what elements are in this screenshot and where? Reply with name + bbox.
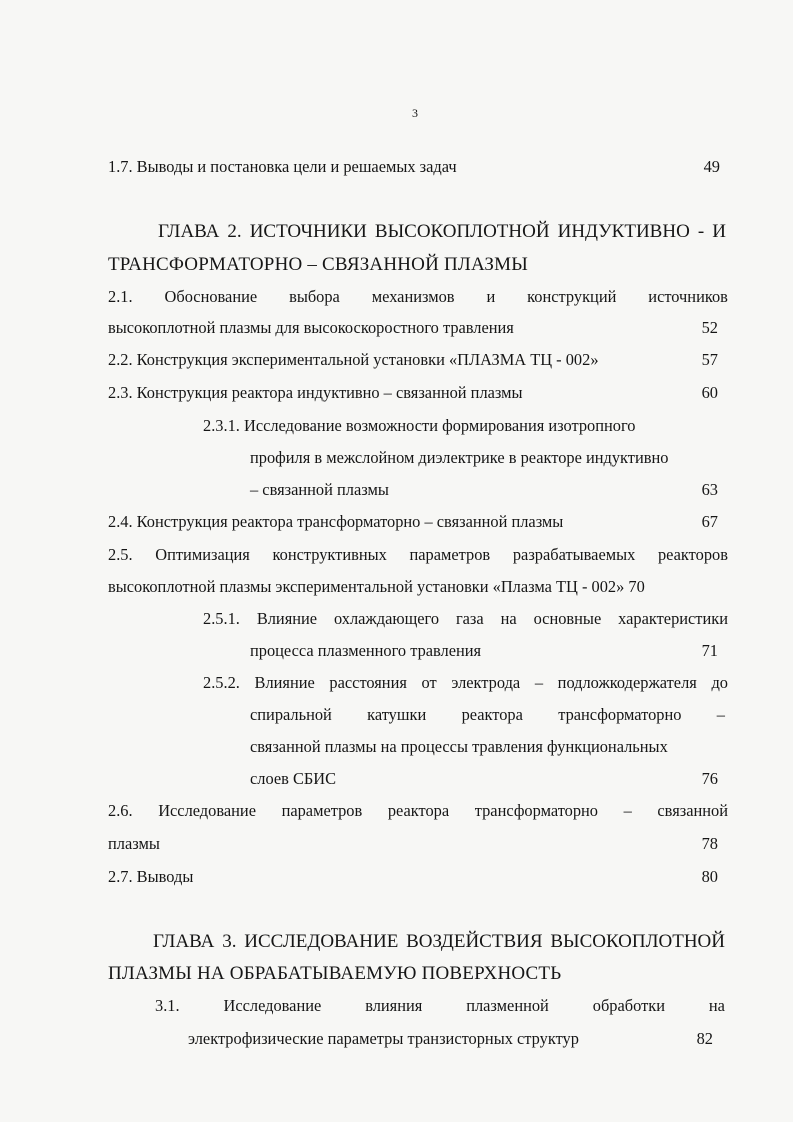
toc-page-number: 70 bbox=[628, 577, 645, 596]
toc-page-number: 63 bbox=[701, 480, 718, 499]
toc-page-number: 78 bbox=[701, 834, 718, 853]
toc-entry-title: 1.7. Выводы и постановка цели и решаемых задач bbox=[108, 157, 457, 176]
chapter-3-heading-line1: ГЛАВА 3. ИССЛЕДОВАНИЕ ВОЗДЕЙСТВИЯ ВЫСОКОПЛОТНОЙ bbox=[153, 931, 725, 952]
toc-page-number: 60 bbox=[701, 383, 718, 402]
toc-entry-2-3-1-line2: профиля в межслойном диэлектрике в реакторе индуктивно bbox=[250, 448, 669, 467]
chapter-2-heading-line1: ГЛАВА 2. ИСТОЧНИКИ ВЫСОКОПЛОТНОЙ ИНДУКТИВНО - И bbox=[158, 221, 726, 242]
toc-entry-2-5-2-line3: связанной плазмы на процессы травления функциональных bbox=[250, 737, 668, 756]
toc-entry-2-6-line1: 2.6. Исследование параметров реактора трансформаторно – связанной bbox=[108, 801, 728, 820]
toc-entry-3-1-line2: электрофизические параметры транзисторных структур 82 bbox=[188, 1029, 713, 1048]
toc-page-number: 67 bbox=[701, 512, 718, 531]
toc-entry-2-5-1-line2: процесса плазменного травления 71 bbox=[250, 641, 718, 660]
toc-entry-2-7: 2.7. Выводы 80 bbox=[108, 867, 718, 886]
chapter-3-heading-line2: ПЛАЗМЫ НА ОБРАБАТЫВАЕМУЮ ПОВЕРХНОСТЬ bbox=[108, 963, 562, 984]
toc-entry-2-3-1-line1: 2.3.1. Исследование возможности формирования изотропного bbox=[203, 416, 636, 435]
toc-entry-2-5-2-line2: спиральной катушки реактора трансформаторно – bbox=[250, 705, 725, 724]
toc-entry-2-3-1-line3: – связанной плазмы 63 bbox=[250, 480, 718, 499]
toc-page-number: 76 bbox=[701, 769, 718, 788]
toc-entry-2-5-1-line1: 2.5.1. Влияние охлаждающего газа на основные характеристики bbox=[203, 609, 728, 628]
toc-page-number: 80 bbox=[701, 867, 718, 886]
toc-page-number: 52 bbox=[701, 318, 718, 337]
chapter-2-heading-line2: ТРАНСФОРМАТОРНО – СВЯЗАННОЙ ПЛАЗМЫ bbox=[108, 254, 529, 275]
toc-page-number: 71 bbox=[701, 641, 718, 660]
toc-entry-2-5-2-line4: слоев СБИС 76 bbox=[250, 769, 718, 788]
toc-entry-2-2: 2.2. Конструкция экспериментальной установки «ПЛАЗМА ТЦ - 002» 57 bbox=[108, 350, 718, 369]
toc-entry-2-5-2-line1: 2.5.2. Влияние расстояния от электрода – подложкодержателя до bbox=[203, 673, 728, 692]
toc-entry-2-1-line2: высокоплотной плазмы для высокоскоростного травления 52 bbox=[108, 318, 718, 337]
toc-entry-3-1-line1: 3.1. Исследование влияния плазменной обработки на bbox=[155, 996, 725, 1015]
toc-entry-2-5-line2: высокоплотной плазмы экспериментальной установки «Плазма ТЦ - 002» 70 bbox=[108, 577, 645, 596]
toc-entry-2-6-line2: плазмы 78 bbox=[108, 834, 718, 853]
toc-entry-2-1-line1: 2.1. Обоснование выбора механизмов и конструкций источников bbox=[108, 287, 728, 306]
toc-entry-1-7 bbox=[108, 157, 720, 177]
page-number: 3 bbox=[412, 106, 418, 120]
toc-entry-2-3: 2.3. Конструкция реактора индуктивно – связанной плазмы 60 bbox=[108, 383, 718, 402]
toc-entry-2-5-line1: 2.5. Оптимизация конструктивных параметров разрабатываемых реакторов bbox=[108, 545, 728, 564]
toc-page-number: 57 bbox=[701, 350, 718, 369]
toc-page-number: 82 bbox=[696, 1029, 713, 1048]
toc-page-number: 49 bbox=[703, 157, 720, 176]
toc-entry-2-4: 2.4. Конструкция реактора трансформаторно – связанной плазмы 67 bbox=[108, 512, 718, 531]
